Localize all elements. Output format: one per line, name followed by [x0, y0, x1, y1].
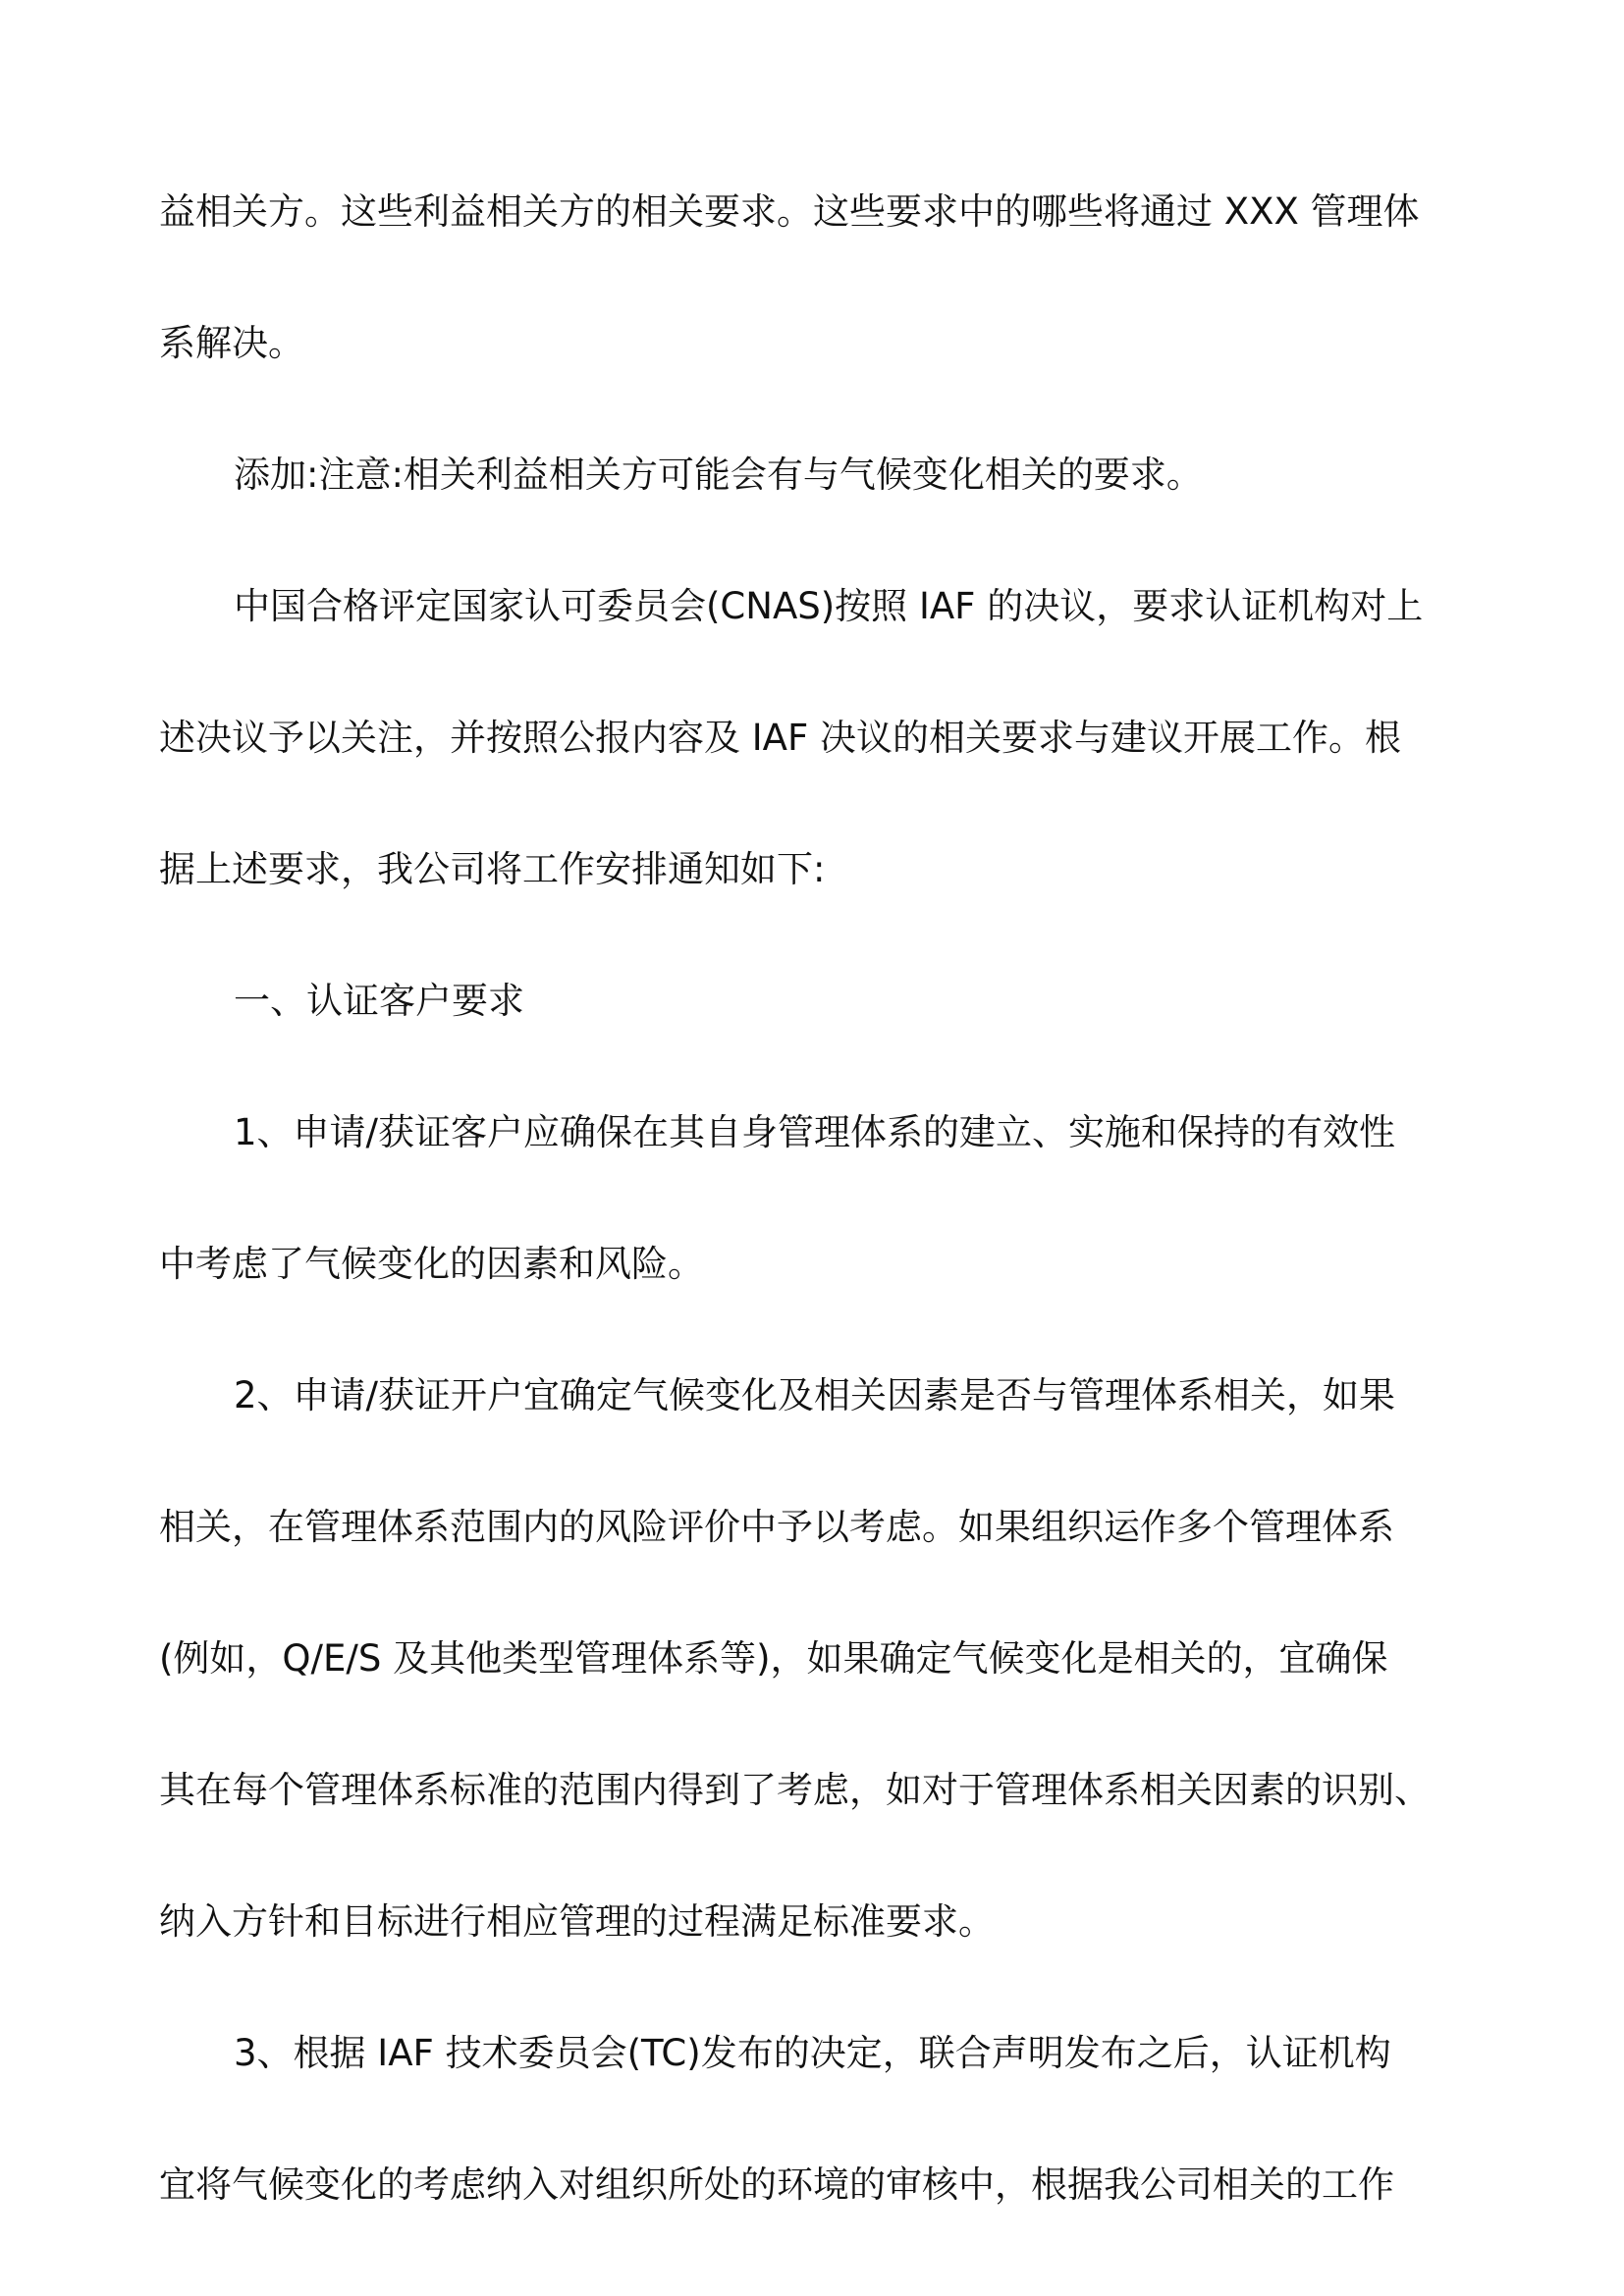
text-line-3: 添加:注意:相关利益相关方可能会有与气候变化相关的要求。 — [234, 454, 1203, 496]
section-heading: 一、认证客户要求 — [234, 980, 524, 1022]
text-line-14: 纳入方针和目标进行相应管理的过程满足标准要求。 — [159, 1900, 995, 1943]
text-line-8: 1、申请/获证客户应确保在其自身管理体系的建立、实施和保持的有效性 — [234, 1111, 1396, 1153]
text-line-4: 中国合格评定国家认可委员会(CNAS)按照 IAF 的决议，要求认证机构对上 — [234, 585, 1424, 627]
text-line-12: (例如，Q/E/S 及其他类型管理体系等)，如果确定气候变化是相关的，宜确保 — [159, 1637, 1388, 1680]
text-line-11: 相关，在管理体系范围内的风险评价中予以考虑。如果组织运作多个管理体系 — [159, 1506, 1394, 1548]
text-line-13: 其在每个管理体系标准的范围内得到了考虑，如对于管理体系相关因素的识别、 — [159, 1769, 1431, 1811]
text-line-5: 述决议予以关注，并按照公报内容及 IAF 决议的相关要求与建议开展工作。根 — [159, 717, 1402, 759]
text-line-16: 宜将气候变化的考虑纳入对组织所处的环境的审核中，根据我公司相关的工作 — [159, 2163, 1394, 2206]
text-line-2: 系解决。 — [159, 322, 304, 364]
text-line-10: 2、申请/获证开户宜确定气候变化及相关因素是否与管理体系相关，如果 — [234, 1374, 1396, 1416]
text-line-9: 中考虑了气候变化的因素和风险。 — [159, 1243, 704, 1285]
text-line-6: 据上述要求，我公司将工作安排通知如下: — [159, 848, 826, 890]
text-line-1: 益相关方。这些利益相关方的相关要求。这些要求中的哪些将通过 XXX 管理体 — [159, 190, 1420, 233]
text-line-15: 3、根据 IAF 技术委员会(TC)发布的决定，联合声明发布之后，认证机构 — [234, 2032, 1391, 2074]
